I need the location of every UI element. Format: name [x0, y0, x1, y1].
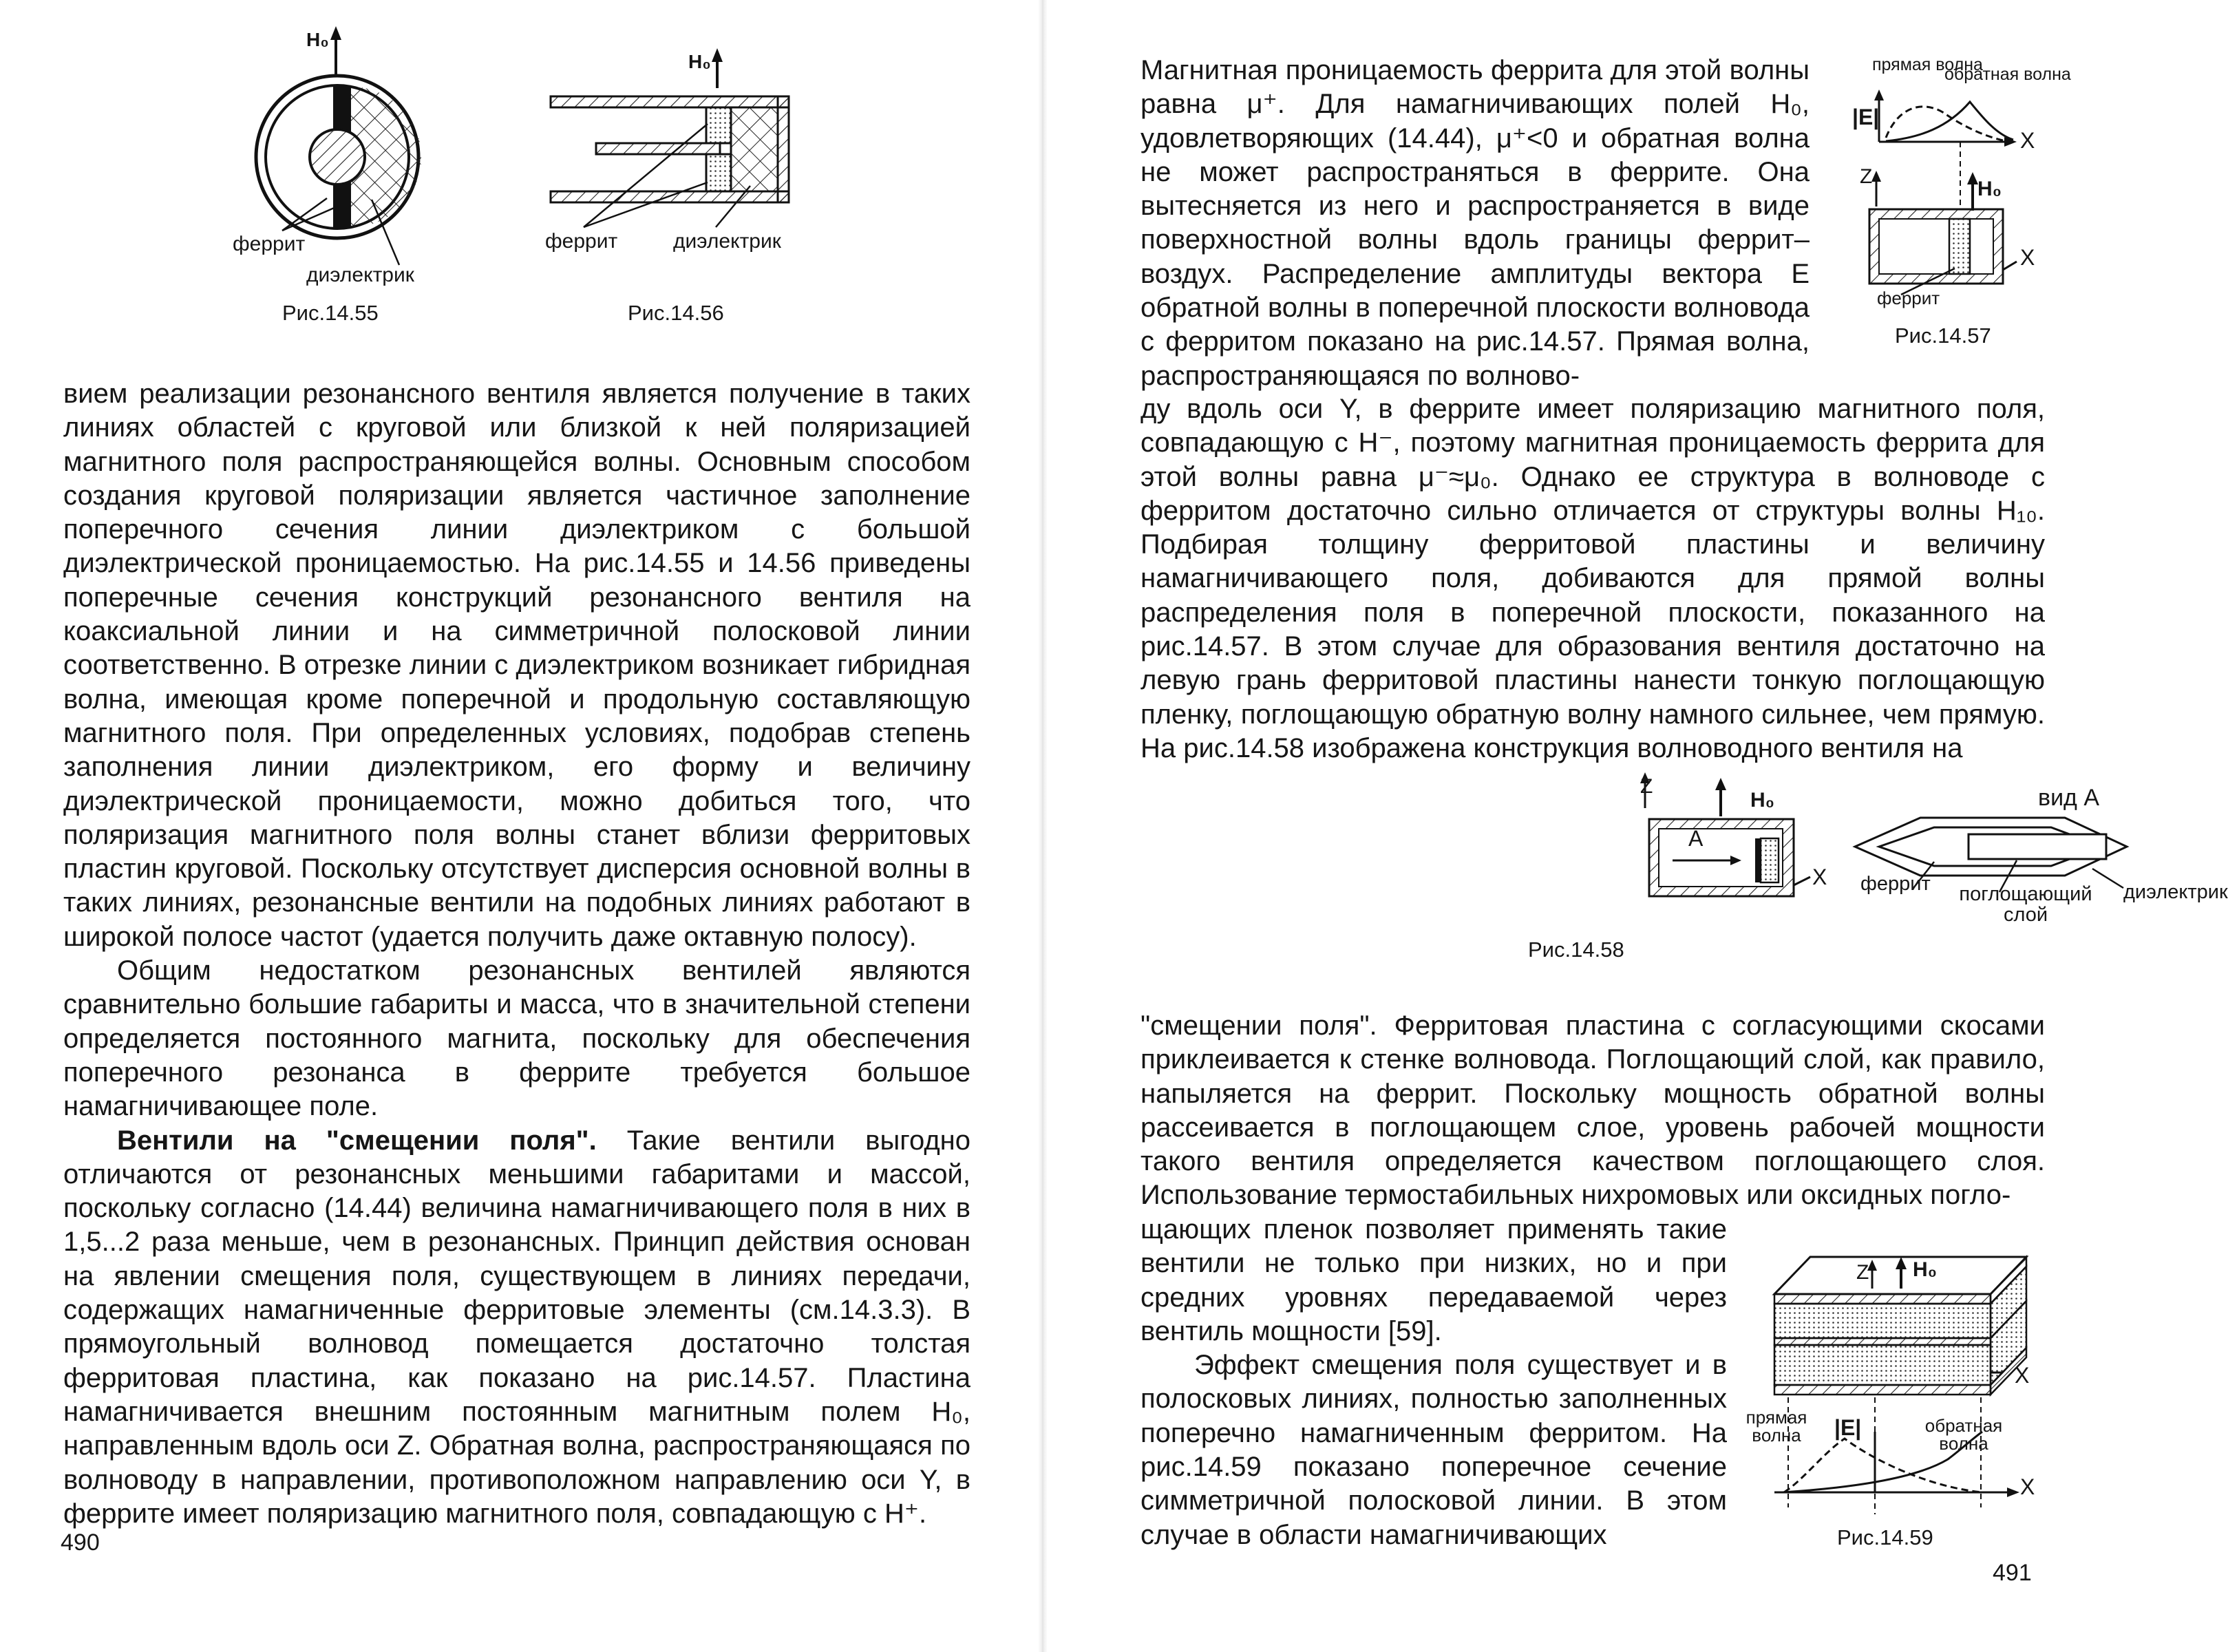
section-heading: Вентили на "смещении поля".: [117, 1125, 597, 1156]
page-number-left: 490: [61, 1529, 100, 1556]
fig57-e-label: |E|: [1852, 105, 1880, 129]
fig57-z-label: Z: [1860, 165, 1873, 188]
fig57-x-label: X: [2020, 245, 2035, 270]
fig57-caption: Рис.14.57: [1895, 324, 1991, 348]
fig57-backward-label: обратная волна: [1944, 65, 2071, 84]
fig59-h0-label: H₀: [1913, 1258, 1938, 1281]
fig56-ferrite-label: феррит: [545, 230, 618, 253]
fig58-view-label: вид А: [2038, 785, 2100, 811]
left-paragraph-3-text: Такие вентили выгодно отличаются от резонансных меньшими габаритами и массой, поскольку согласно (14.44) величина намагничивающего поля в них в 1,5...2 раза меньше, чем в резонансных. Принцип действия основан на явлении смещения поля, существующем в линиях передачи, содержащих намагниченные ферритовые элементы (см.14.3.3). В прямоугольный волновод помещается достаточно толстая ферритовая пластина, как показано на рис.14.57. Пластина намагничивается внешним постоянным магнитным полем H₀, направленным вдоль оси Z. Обратная волна, распространяющаяся по волноводу в направлении, противоположном направлению оси Y, в феррите имеет поляризацию магнитного поля, совпадающую с H⁺.: [63, 1125, 970, 1529]
fig55-caption: Рис.14.55: [282, 301, 379, 325]
left-paragraph-2: Общим недостатком резонансных вентилей являются сравнительно большие габариты и масса, что в значительной степени определяется постоянного магнита, поскольку для обеспечения поперечного резонанса в феррите требуется большое намагничивающее поле.: [63, 955, 970, 1122]
fig57-ferrite-label: феррит: [1877, 288, 1940, 308]
right-paragraph-2-full: "смещении поля". Ферритовая пластина с согласующими скосами приклеивается к стенке волновода. Поглощающий слой, как правило, напыляется на феррит. Поскольку мощность обратной волны рассеивается в поглощающем слое, уровень рабочей мощности такого вентиля определяется качеством поглощающего слоя. Использование термостабильных нихромовых или оксидных погло-: [1140, 1010, 2045, 1211]
fig59-x-label: X: [2020, 1474, 2035, 1499]
fig58-h0-label: H₀: [1750, 789, 1775, 812]
right-paragraph-1-top: Магнитная проницаемость феррита для этой волны равна μ⁺. Для намагничивающих полей H₀, удовлетворяющих (14.44), μ⁺<0 и обратная волна не может распространяться в феррите. Она вытесняется из него и распространяется в виде поверхностной волны вдоль границы феррит–воздух. Распределение амплитуды вектора E обратной волны в поперечной плоскости волновода с ферритом показано на рис.14.57. Прямая волна, распространяющаяся по волново-: [1140, 55, 1810, 391]
fig55-h0-label: H₀: [306, 29, 329, 50]
right-paragraph-2-narrow: щающих пленок позволяет применять такие вентили не только при низких, но и при средних уровнях передаваемой через вентиль мощности [59].: [1140, 1214, 1727, 1346]
fig59-backward-label: обратная волна: [1924, 1415, 2003, 1454]
fig57-forward-label: прямая волна: [1872, 55, 1983, 74]
fig58-absorbing-label: поглощающий слой: [1959, 883, 2092, 926]
fig55-dielectric-label: диэлектрик: [306, 264, 414, 286]
right-page: [1043, 0, 2228, 1652]
right-paragraph-1-bottom: ду вдоль оси Y, в феррите имеет поляризацию магнитного поля, совпадающую с H⁻, поэтому магнитная проницаемость феррита для этой волны равна μ⁻≈μ₀. Однако ее структура в волноводе с ферритом достаточно сильно отличается от структуры волны H₁₀. Подбирая толщину ферритовой пластины и величину намагничивающего поля, добиваются для прямой волны распределения поля в поперечной плоскости, показанного на рис.14.57. В этом случае для образования вентиля достаточно на левую грань ферритовой пластины нанести тонкую поглощающую пленку, поглощающую обратную волну намного сильнее, чем прямую. На рис.14.58 изображена конструкция волноводного вентиля на: [1140, 394, 2045, 763]
fig58-dielectric-label: диэлектрик: [2123, 881, 2228, 903]
fig58-z-label: Z: [1640, 775, 1653, 798]
fig59-forward-label: прямая волна: [1746, 1407, 1807, 1446]
fig58-caption: Рис.14.58: [1528, 938, 1624, 962]
fig56-dielectric-label: диэлектрик: [673, 230, 781, 253]
fig59-x-label-top: X: [2015, 1363, 2030, 1388]
fig55-ferrite-label: феррит: [233, 233, 306, 255]
fig58-a-label: A: [1688, 826, 1704, 851]
fig57-x-label-top: X: [2020, 128, 2035, 153]
right-paragraph-3: Эффект смещения поля существует и в полосковых линиях, полностью заполненных поперечно намагниченным ферритом. На рис.14.59 показано поперечное сечение симметричной полосковой линии. В этом случае в области намагничивающих: [1140, 1350, 1727, 1550]
fig58-x-label: X: [1812, 865, 1827, 889]
fig56-caption: Рис.14.56: [628, 301, 724, 325]
fig59-e-label: |E|: [1834, 1415, 1862, 1440]
fig59-z-label: Z: [1856, 1261, 1869, 1284]
fig56-h0-label: H₀: [688, 51, 711, 72]
left-paragraph-1: вием реализации резонансного вентиля является получение в таких линиях областей с круговой или близкой к ней поляризацией магнитного поля распространяющейся волны. Основным способом создания круговой поляризации является частичное заполнение поперечного сечения линии диэлектриком с большой диэлектрической проницаемостью. На рис.14.55 и 14.56 приведены поперечные сечения конструкций резонансного вентиля на коаксиальной линии и на симметричной полосковой линии соответственно. В отрезке линии с диэлектриком возникает гибридная волна, имеющая кроме поперечной и продольную составляющую магнитного поля. При определенных условиях, подобрав степень заполнения линии диэлектриком, его форму и величину диэлектрической проницаемости, можно добиться того, что поляризация магнитного поля волны станет вблизи ферритовых пластин круговой. Поскольку отсутствует дисперсия основной волны в таких линиях, резонансные вентили на подобных линиях работают в широкой полосе частот (удается получить даже октавную полосу).: [63, 379, 971, 952]
page-number-right: 491: [1993, 1560, 2032, 1586]
fig59-caption: Рис.14.59: [1837, 1525, 1933, 1549]
fig57-h0-label: H₀: [1977, 178, 2002, 200]
fig58-ferrite-label: феррит: [1860, 873, 1931, 895]
